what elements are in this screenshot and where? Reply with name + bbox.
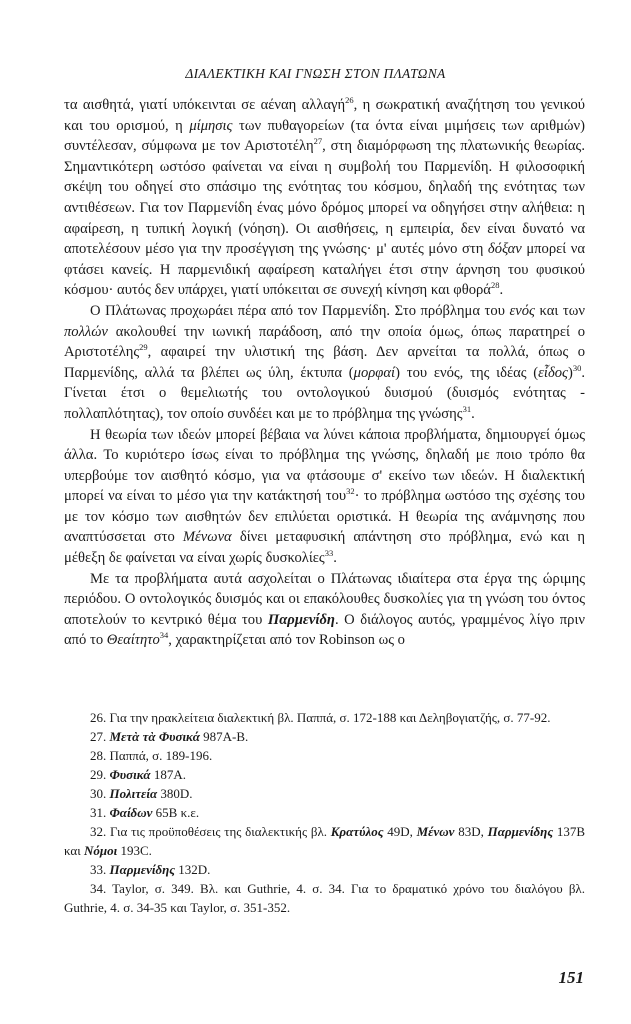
text-run: , στη διαμόρφωση της πλατωνικής θεωρίας. Σημαντικότερη ωστόσο φαίνεται να είναι η συμβολή του Παρμενίδη. Η φιλοσοφική σκέψη του οδηγεί στο σπάσιμο της ενότητας του κόσμου, δηλαδή της ενότητας των αντιθέσεων. Για τον Παρμενίδη ένας μόνο δρόμος μπορεί να οδηγήσει στην αλήθεια: η αφαίρεση, η τυπική λογική (νόηση). Οι αισθήσεις, η εμπειρία, δεν είναι δυνατό να αποτελέσουν μέσο για την προσέγγιση της γνώσης· μ' αυτές μόνο στη: [64, 138, 585, 258]
running-header: ΔΙΑΛΕΚΤΙΚΗ ΚΑΙ ΓΝΩΣΗ ΣΤΟΝ ΠΛΑΤΩΝΑ: [185, 66, 446, 81]
footnote: [64, 803, 585, 822]
footnote: [64, 784, 585, 803]
paragraph: [64, 95, 585, 301]
emphasized-text: Μένωνα: [182, 529, 232, 546]
emphasized-text: πολλών: [64, 323, 108, 340]
footnote: [64, 765, 585, 784]
page-number: 151: [558, 968, 584, 987]
text-run: .: [471, 405, 475, 422]
footnotes: [64, 708, 585, 917]
footnote: [64, 708, 585, 727]
text-run: 28. Παππά, σ. 189-196.: [90, 748, 213, 763]
text-run: Η θεωρία των ιδεών μπορεί βέβαια να λύνει κάποια προβλήματα, δημιουργεί όμως άλλα. Το κυριότερο ίσως είναι το πρόβλημα της γνώσης, δηλαδή με ποιο τρόπο θα υπερβούμε τον αισθητό κόσμο, για να φτάσουμε σ' εκείνο των ιδεών. Η διαλεκτική μπορεί να είναι το μέσο για την κατάκτησή του: [64, 426, 585, 505]
footnote-ref: 28: [490, 280, 500, 291]
text-run: ακολουθεί την ιωνική παράδοση, από την οποία όμως, όπως παρατηρεί ο Αριστοτέλης: [64, 323, 585, 361]
text-run: τα αισθητά, γιατί υπόκεινται σε αέναη αλλαγή: [64, 97, 346, 113]
text-run: , αφαιρεί την υλιστική της βάση. Δεν αρνείται τα πολλά, όπως ο Παρμενίδης, αλλά τα βλέπει ως ύλη, έκτυπα (: [64, 344, 585, 381]
text-run: 33.: [90, 862, 110, 877]
main-text: [64, 95, 585, 651]
text-run: , η σωκρατική αναζήτηση του γενικού και του ορισμού, η: [64, 97, 585, 134]
footnote-ref: 32: [346, 486, 355, 497]
text-run: ): [567, 364, 573, 381]
footnote-ref: 31: [462, 404, 472, 415]
text-run: 193C.: [117, 843, 152, 858]
emphasized-text: Παρμενίδης: [109, 862, 176, 877]
footnote-ref: 34: [159, 630, 169, 641]
paragraph: [64, 569, 585, 651]
text-run: 65B κ.ε.: [152, 805, 200, 820]
footnote: [64, 879, 585, 917]
text-run: .: [333, 550, 337, 567]
text-run: 380D.: [157, 786, 193, 801]
emphasized-text: Νόμοι: [84, 843, 118, 858]
footnote-ref: 26: [345, 95, 354, 106]
footnote: [64, 746, 585, 765]
emphasized-text: Μένων: [416, 824, 455, 839]
emphasized-text: Φαίδων: [109, 805, 153, 820]
emphasized-text: Πολιτεία: [109, 786, 158, 801]
footnote-ref: 30: [572, 362, 582, 373]
footnote: [64, 822, 585, 860]
emphasized-text: Παρμενίδης: [487, 824, 554, 839]
emphasized-text: εἶδος: [538, 364, 568, 381]
emphasized-text: ενός: [509, 302, 535, 319]
footnote: [64, 860, 585, 879]
text-run: 32. Για τις προϋποθέσεις της διαλεκτικής βλ.: [90, 824, 331, 839]
text-run: Με τα προβλήματα αυτά ασχολείται ο Πλάτωνας ιδιαίτερα στα έργα της ώριμης περιόδου. Ο οντολογικός δυισμός και οι επακόλουθες δυσκολίες για τη γνώση του όντος αποτελούν το κεντρικό θέμα του: [64, 570, 585, 628]
text-run: .: [499, 282, 504, 299]
emphasized-text: μίμησις: [189, 117, 233, 134]
emphasized-text: Θεαίτητο: [106, 632, 160, 649]
footnote-ref: 29: [139, 342, 148, 353]
text-run: δίνει μεταφυσική απάντηση στο πρόβλημα, ενώ και η μέθεξη δε φαίνεται να είναι χωρίς δυσκολίες: [64, 529, 585, 567]
text-run: και των: [534, 302, 585, 319]
paragraph: [64, 425, 585, 569]
text-run: . Ο διάλογος αυτός, γραμμένος λίγο πριν από το: [64, 611, 585, 649]
text-run: 987A-B.: [199, 729, 249, 744]
text-run: 49D,: [383, 824, 417, 839]
text-run: 29.: [90, 767, 110, 782]
emphasized-text: Φυσικά: [109, 767, 151, 782]
emphasized-text: Παρμενίδη: [267, 611, 335, 628]
text-run: 137B και: [64, 824, 586, 858]
text-run: 30.: [90, 786, 110, 801]
text-run: 187A.: [150, 767, 186, 782]
text-run: · το πρόβλημα ωστόσο της σχέσης του με τον κόσμο των αισθητών δεν επιλύεται οριστικά. Η θεωρία της ανάμνησης που αναπτύσσεται στο: [64, 488, 586, 546]
footnote-ref: 27: [313, 136, 323, 147]
text-run: 27.: [90, 729, 110, 744]
text-run: 26. Για την ηρακλείτεια διαλεκτική βλ. Παππά, σ. 172-188 και Δεληβογιατζής, σ. 77-92.: [90, 710, 551, 725]
emphasized-text: Μετὰ τὰ Φυσικά: [109, 729, 200, 744]
text-run: 132D.: [175, 862, 211, 877]
text-run: , χαρακτηρίζεται από τον Robinson ως ο: [168, 632, 405, 649]
emphasized-text: δόξαν: [487, 241, 522, 258]
emphasized-text: μορφαί: [353, 364, 396, 381]
text-run: . Γίνεται έτσι ο θεμελιωτής του οντολογικού δυισμού (δυισμός ενότητας - πολλαπλότητας), τον οποίο συνδέει και με το πρόβλημα της γνώσης: [64, 364, 585, 422]
text-run: 31.: [90, 805, 110, 820]
emphasized-text: Κρατύλος: [330, 824, 384, 839]
text-run: των πυθαγορείων (τα όντα είναι μιμήσεις των αριθμών) συντέλεσαν, σύμφωνα με τον Αριστοτέλη: [64, 117, 585, 155]
text-run: ) του ενός, της ιδέας (: [395, 364, 539, 381]
footnote: [64, 727, 585, 746]
text-run: 34. Taylor, σ. 349. Βλ. και Guthrie, 4. σ. 34. Για το δραματικό χρόνο του διαλόγου βλ. Guthrie, 4. σ. 34-35 και Taylor, σ. 351-352.: [64, 881, 585, 915]
text-run: 83D,: [454, 824, 488, 839]
paragraph: [64, 301, 585, 425]
footnote-ref: 33: [324, 548, 334, 559]
text-run: μπορεί να φτάσει κανείς. Η παρμενιδική αφαίρεση καταλήγει έτσι στην άρνηση του φυσικού κόσμου· αυτός δεν υπάρχει, γιατί υπόκειται σε συνεχή κίνηση και φθορά: [64, 241, 585, 299]
text-run: Ο Πλάτωνας προχωράει πέρα από τον Παρμενίδη. Στο πρόβλημα του: [90, 302, 510, 319]
